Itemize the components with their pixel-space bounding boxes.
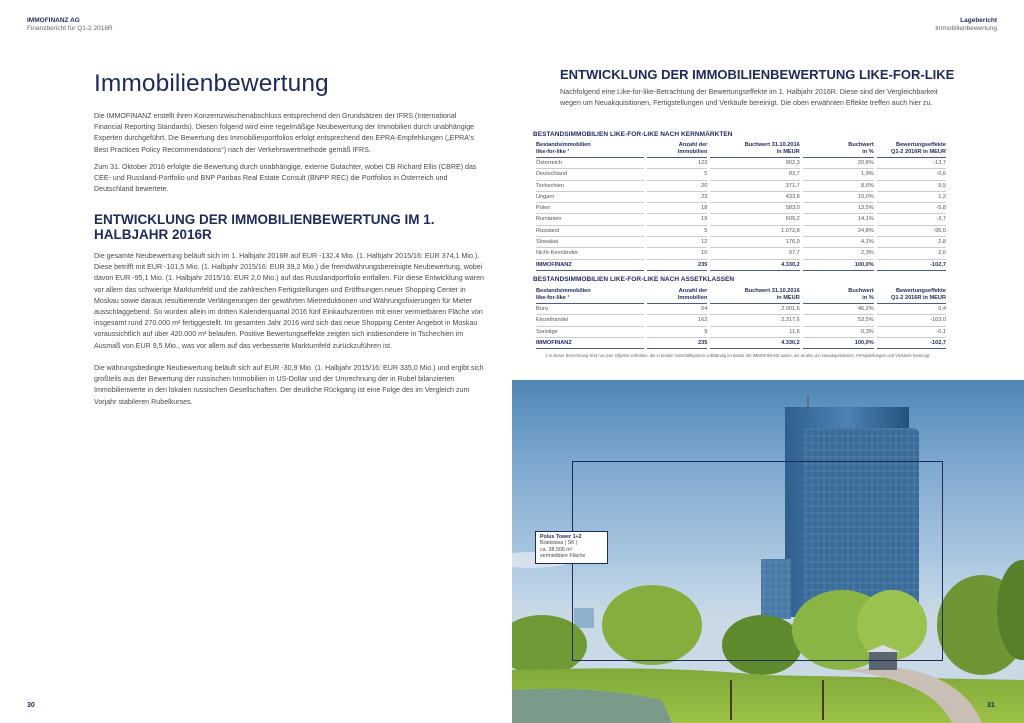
table-row xyxy=(536,158,946,169)
cell-label: Deutschland xyxy=(536,169,644,180)
cell-valuation-effect: -0,6 xyxy=(877,169,946,180)
cell-valuation-effect: -102,7 xyxy=(877,338,946,349)
cell-label: Slowakei xyxy=(536,237,644,248)
table-core-markets xyxy=(533,141,949,271)
table-row xyxy=(536,237,946,248)
intro-paragraph-2: Zum 31. Oktober 2016 erfolgte die Bewertung durch unabhängige, externe Gutachter, wobei CB Richard Ellis (CBRE) das CEE- und Russland-Portfolio und BNP Paribas Real Estate Consult (BNPP REC) die Portfolios in Österreich und Deutschland bewertete. xyxy=(94,163,477,194)
subsection-name: Immobilienbewertung xyxy=(935,25,997,32)
cell-label: Ungarn xyxy=(536,192,644,203)
cell-book-value-pct: 24,8% xyxy=(803,226,874,237)
cell-label: Österreich xyxy=(536,158,644,169)
table-total-row xyxy=(536,338,946,349)
cell-count: 123 xyxy=(647,158,708,169)
table-row xyxy=(536,181,946,192)
table-row xyxy=(536,214,946,225)
cell-label: Sonstige xyxy=(536,327,644,338)
cell-count: 19 xyxy=(647,214,708,225)
table-row xyxy=(536,304,946,315)
cell-book-value: 11,6 xyxy=(710,327,799,338)
report-name: Finanzbericht für Q1-2 2016R xyxy=(27,25,113,32)
table-row xyxy=(536,226,946,237)
table-header-row xyxy=(536,287,946,304)
cell-book-value-pct: 8,6% xyxy=(803,181,874,192)
cell-label: Tschechien xyxy=(536,181,644,192)
page-number-right: 31 xyxy=(987,702,995,709)
cell-book-value-pct: 1,9% xyxy=(803,169,874,180)
cell-book-value-pct: 0,3% xyxy=(803,327,874,338)
table-header-row xyxy=(536,141,946,158)
cell-count: 10 xyxy=(647,248,708,259)
cell-count: 235 xyxy=(647,260,708,271)
cell-book-value-pct: 13,5% xyxy=(803,203,874,214)
cell-count: 162 xyxy=(647,315,708,326)
cell-valuation-effect: 0,4 xyxy=(877,304,946,315)
table-body-assets xyxy=(536,304,946,349)
cell-label: Polen xyxy=(536,203,644,214)
cell-book-value-pct: 100,0% xyxy=(803,260,874,271)
cell-label: Rumänien xyxy=(536,214,644,225)
photo-frame-outline xyxy=(572,461,943,661)
cell-book-value: 609,2 xyxy=(710,214,799,225)
table-body-markets xyxy=(536,158,946,271)
page-title: Immobilienbewertung xyxy=(94,70,329,97)
cell-book-value: 1.072,8 xyxy=(710,226,799,237)
header-book-value: Buchwert 31.10.2016 in MEUR xyxy=(710,287,799,304)
cell-book-value: 4.330,2 xyxy=(710,260,799,271)
header-count: Anzahl der Immobilien xyxy=(647,141,708,158)
header-valuation-effects: Bewertungseffekte Q1-2 2016R in MEUR xyxy=(877,287,946,304)
section-heading-like-for-like: ENTWICKLUNG DER IMMOBILIENBEWERTUNG LIKE-FOR-LIKE xyxy=(560,67,955,82)
cell-book-value: 4.330,2 xyxy=(710,338,799,349)
cell-valuation-effect: -0,1 xyxy=(877,327,946,338)
right-page xyxy=(512,0,1024,723)
cell-label: Einzelhandel xyxy=(536,315,644,326)
header-book-value-pct: Buchwert in % xyxy=(803,141,874,158)
cell-count: 235 xyxy=(647,338,708,349)
cell-book-value: 2.001,6 xyxy=(710,304,799,315)
cell-book-value: 371,7 xyxy=(710,181,799,192)
cell-valuation-effect: -5,8 xyxy=(877,203,946,214)
page-number-left: 30 xyxy=(27,702,35,709)
cell-book-value: 2.317,6 xyxy=(710,315,799,326)
cell-label: Russland xyxy=(536,226,644,237)
header-valuation-effects: Bewertungseffekte Q1-2 2016R in MEUR xyxy=(877,141,946,158)
company-name: IMMOFINANZ AG xyxy=(27,17,80,24)
table-row xyxy=(536,203,946,214)
table-title-markets: BESTANDSIMMOBILIEN LIKE-FOR-LIKE NACH KERNMÄRKTEN xyxy=(533,131,733,138)
cell-count: 18 xyxy=(647,203,708,214)
section-paragraph-1: Die gesamte Neubewertung beläuft sich im 1. Halbjahr 2016R auf EUR -132,4 Mio. (1. Halbjahr 2015/16: EUR 374,1 Mio.). Diese betrifft mit EUR -101,5 Mio. (1. Halbjahr 2015/16: EUR 39,2 Mio.) die fremdwährungsbereinigte Neubewertung, wobei davon EUR -95,1 Mio. (1. Halbjahr 2015/16: EUR 2,0 Mio.) auf das Russlandportfolio entfallen. Für diese Entwicklung waren vor allem das schwierige Marktumfeld und die zahlreichen Fertigstellungen und Eröffnungen neuer Shopping Center in Moskau sowie daraus resultierende Verlängerungen der gewährten Mietreduktionen und Währungsfixierungen für Mieter ausschlaggebend. So wurden allein im dritten Kalenderquartal 2016 fünf Einkaufszentren mit einer vermietbaren Fläche von insgesamt rund 270.000 m² fertiggestellt. Im gesamten Jahr 2016 wird sich das neue Shopping Center Angebot in Moskau voraussichtlich auf über 420.000 m² belaufen. Positive Bewertungseffekte zeigten sich insbesondere in Tschechien im Ausmaß von EUR 9,5 Mio., was vor allem auf das verbesserte Marktumfeld zurückzuführen ist. xyxy=(94,252,484,350)
cell-count: 23 xyxy=(647,192,708,203)
cell-valuation-effect: 2,6 xyxy=(877,248,946,259)
table-row xyxy=(536,327,946,338)
cell-book-value: 583,0 xyxy=(710,203,799,214)
cell-count: 12 xyxy=(647,237,708,248)
cell-count: 5 xyxy=(647,169,708,180)
table-row xyxy=(536,248,946,259)
cell-book-value-pct: 10,0% xyxy=(803,192,874,203)
footnote: 1 In dieser Berechnung sind nur jene Objekte enthalten, die in beiden Geschäftsjahren vollständig im Besitz der IMMOFINANZ waren, sie ist also um Neuakquisitionen, Fertigstellungen und Verkäufe bereinigt. xyxy=(545,353,931,358)
cell-count: 20 xyxy=(647,181,708,192)
cell-label: IMMOFINANZ xyxy=(536,338,644,349)
cell-book-value: 176,0 xyxy=(710,237,799,248)
table-total-row xyxy=(536,260,946,271)
cell-count: 9 xyxy=(647,327,708,338)
cell-book-value-pct: 100,0% xyxy=(803,338,874,349)
cell-count: 64 xyxy=(647,304,708,315)
table-title-assets: BESTANDSIMMOBILIEN LIKE-FOR-LIKE NACH ASSETKLASSEN xyxy=(533,276,735,283)
section-paragraph-2: Die währungsbedingte Neubewertung beläuft sich auf EUR -30,9 Mio. (1. Halbjahr 2015/16: EUR 335,0 Mio.) und ergibt sich großteils aus der Bewertung der russischen Immobilien in US-Dollar und der Umrechnung der in Rubel bilanzierten Immobilienwerte in den lokalen russischen Gesellschaften. Der deutliche Rückgang ist eine Folge des im Vergleich zum Vorjahr stabileren Rubelkurses. xyxy=(94,364,484,406)
property-name: Polus Tower 1+2 xyxy=(540,534,582,540)
section-heading-halbjahr: ENTWICKLUNG DER IMMOBILIENBEWERTUNG IM 1. HALBJAHR 2016R xyxy=(94,212,435,242)
intro-paragraph-1: Die IMMOFINANZ erstellt ihren Konzernzwischenabschluss entsprechend den Grundsätzen der IFRS (International Financial Reporting Standards). Diesen folgend wird eine regelmäßige Neubewertung der Immobilien durch unabhängige Experten durchgeführt. Die Bewertung des Immobilienportfolios erfolgt entsprechend den EPRA-Empfehlungen („EPRA's Best Practices Policy Recommendations“) nach der Verkehrswertmethode gemäß IFRS. xyxy=(94,112,475,154)
cell-label: IMMOFINANZ xyxy=(536,260,644,271)
cell-book-value: 97,7 xyxy=(710,248,799,259)
cell-label: Nicht-Kernländer xyxy=(536,248,644,259)
header-book-value: Buchwert 31.10.2016 in MEUR xyxy=(710,141,799,158)
cell-book-value-pct: 20,8% xyxy=(803,158,874,169)
cell-label: Büro xyxy=(536,304,644,315)
cell-book-value: 83,7 xyxy=(710,169,799,180)
property-location: Bratislava | SK | xyxy=(540,540,578,547)
cell-book-value-pct: 2,3% xyxy=(803,248,874,259)
cell-valuation-effect: 1,2 xyxy=(877,192,946,203)
cell-valuation-effect: -102,7 xyxy=(877,260,946,271)
header-portfolio: Bestandsimmobilien like-for-like ¹ xyxy=(536,287,644,304)
header-book-value-pct: Buchwert in % xyxy=(803,287,874,304)
running-head-right xyxy=(935,17,997,33)
photo-caption xyxy=(535,531,608,564)
running-head-left xyxy=(27,17,113,33)
header-count: Anzahl der Immobilien xyxy=(647,287,708,304)
cell-book-value: 433,8 xyxy=(710,192,799,203)
cell-book-value: 902,3 xyxy=(710,158,799,169)
cell-valuation-effect: 9,5 xyxy=(877,181,946,192)
cell-book-value-pct: 46,2% xyxy=(803,304,874,315)
cell-valuation-effect: -3,7 xyxy=(877,214,946,225)
like-for-like-intro: Nachfolgend eine Like-for-like-Betrachtung der Bewertungseffekte im 1. Halbjahr 2016R. Diese sind der Vergleichbarkeit wegen um Neuakquisitionen, Fertigstellungen und Verkäufe bereinigt. Die oben erwähnten Effekte treffen auch hier zu. xyxy=(560,88,938,108)
property-area: ca. 38.000 m² xyxy=(540,546,573,553)
cell-book-value-pct: 14,1% xyxy=(803,214,874,225)
table-row xyxy=(536,169,946,180)
table-row xyxy=(536,192,946,203)
cell-valuation-effect: -95,0 xyxy=(877,226,946,237)
cell-count: 5 xyxy=(647,226,708,237)
cell-valuation-effect: 2,8 xyxy=(877,237,946,248)
table-asset-classes xyxy=(533,287,949,349)
header-portfolio: Bestandsimmobilien like-for-like ¹ xyxy=(536,141,644,158)
cell-book-value-pct: 53,5% xyxy=(803,315,874,326)
section-name: Lagebericht xyxy=(960,17,997,24)
photo-polus-tower xyxy=(512,380,1024,723)
cell-valuation-effect: -103,0 xyxy=(877,315,946,326)
cell-valuation-effect: -13,7 xyxy=(877,158,946,169)
cell-book-value-pct: 4,1% xyxy=(803,237,874,248)
property-area-label: vermietbare Fläche xyxy=(540,553,586,560)
table-row xyxy=(536,315,946,326)
